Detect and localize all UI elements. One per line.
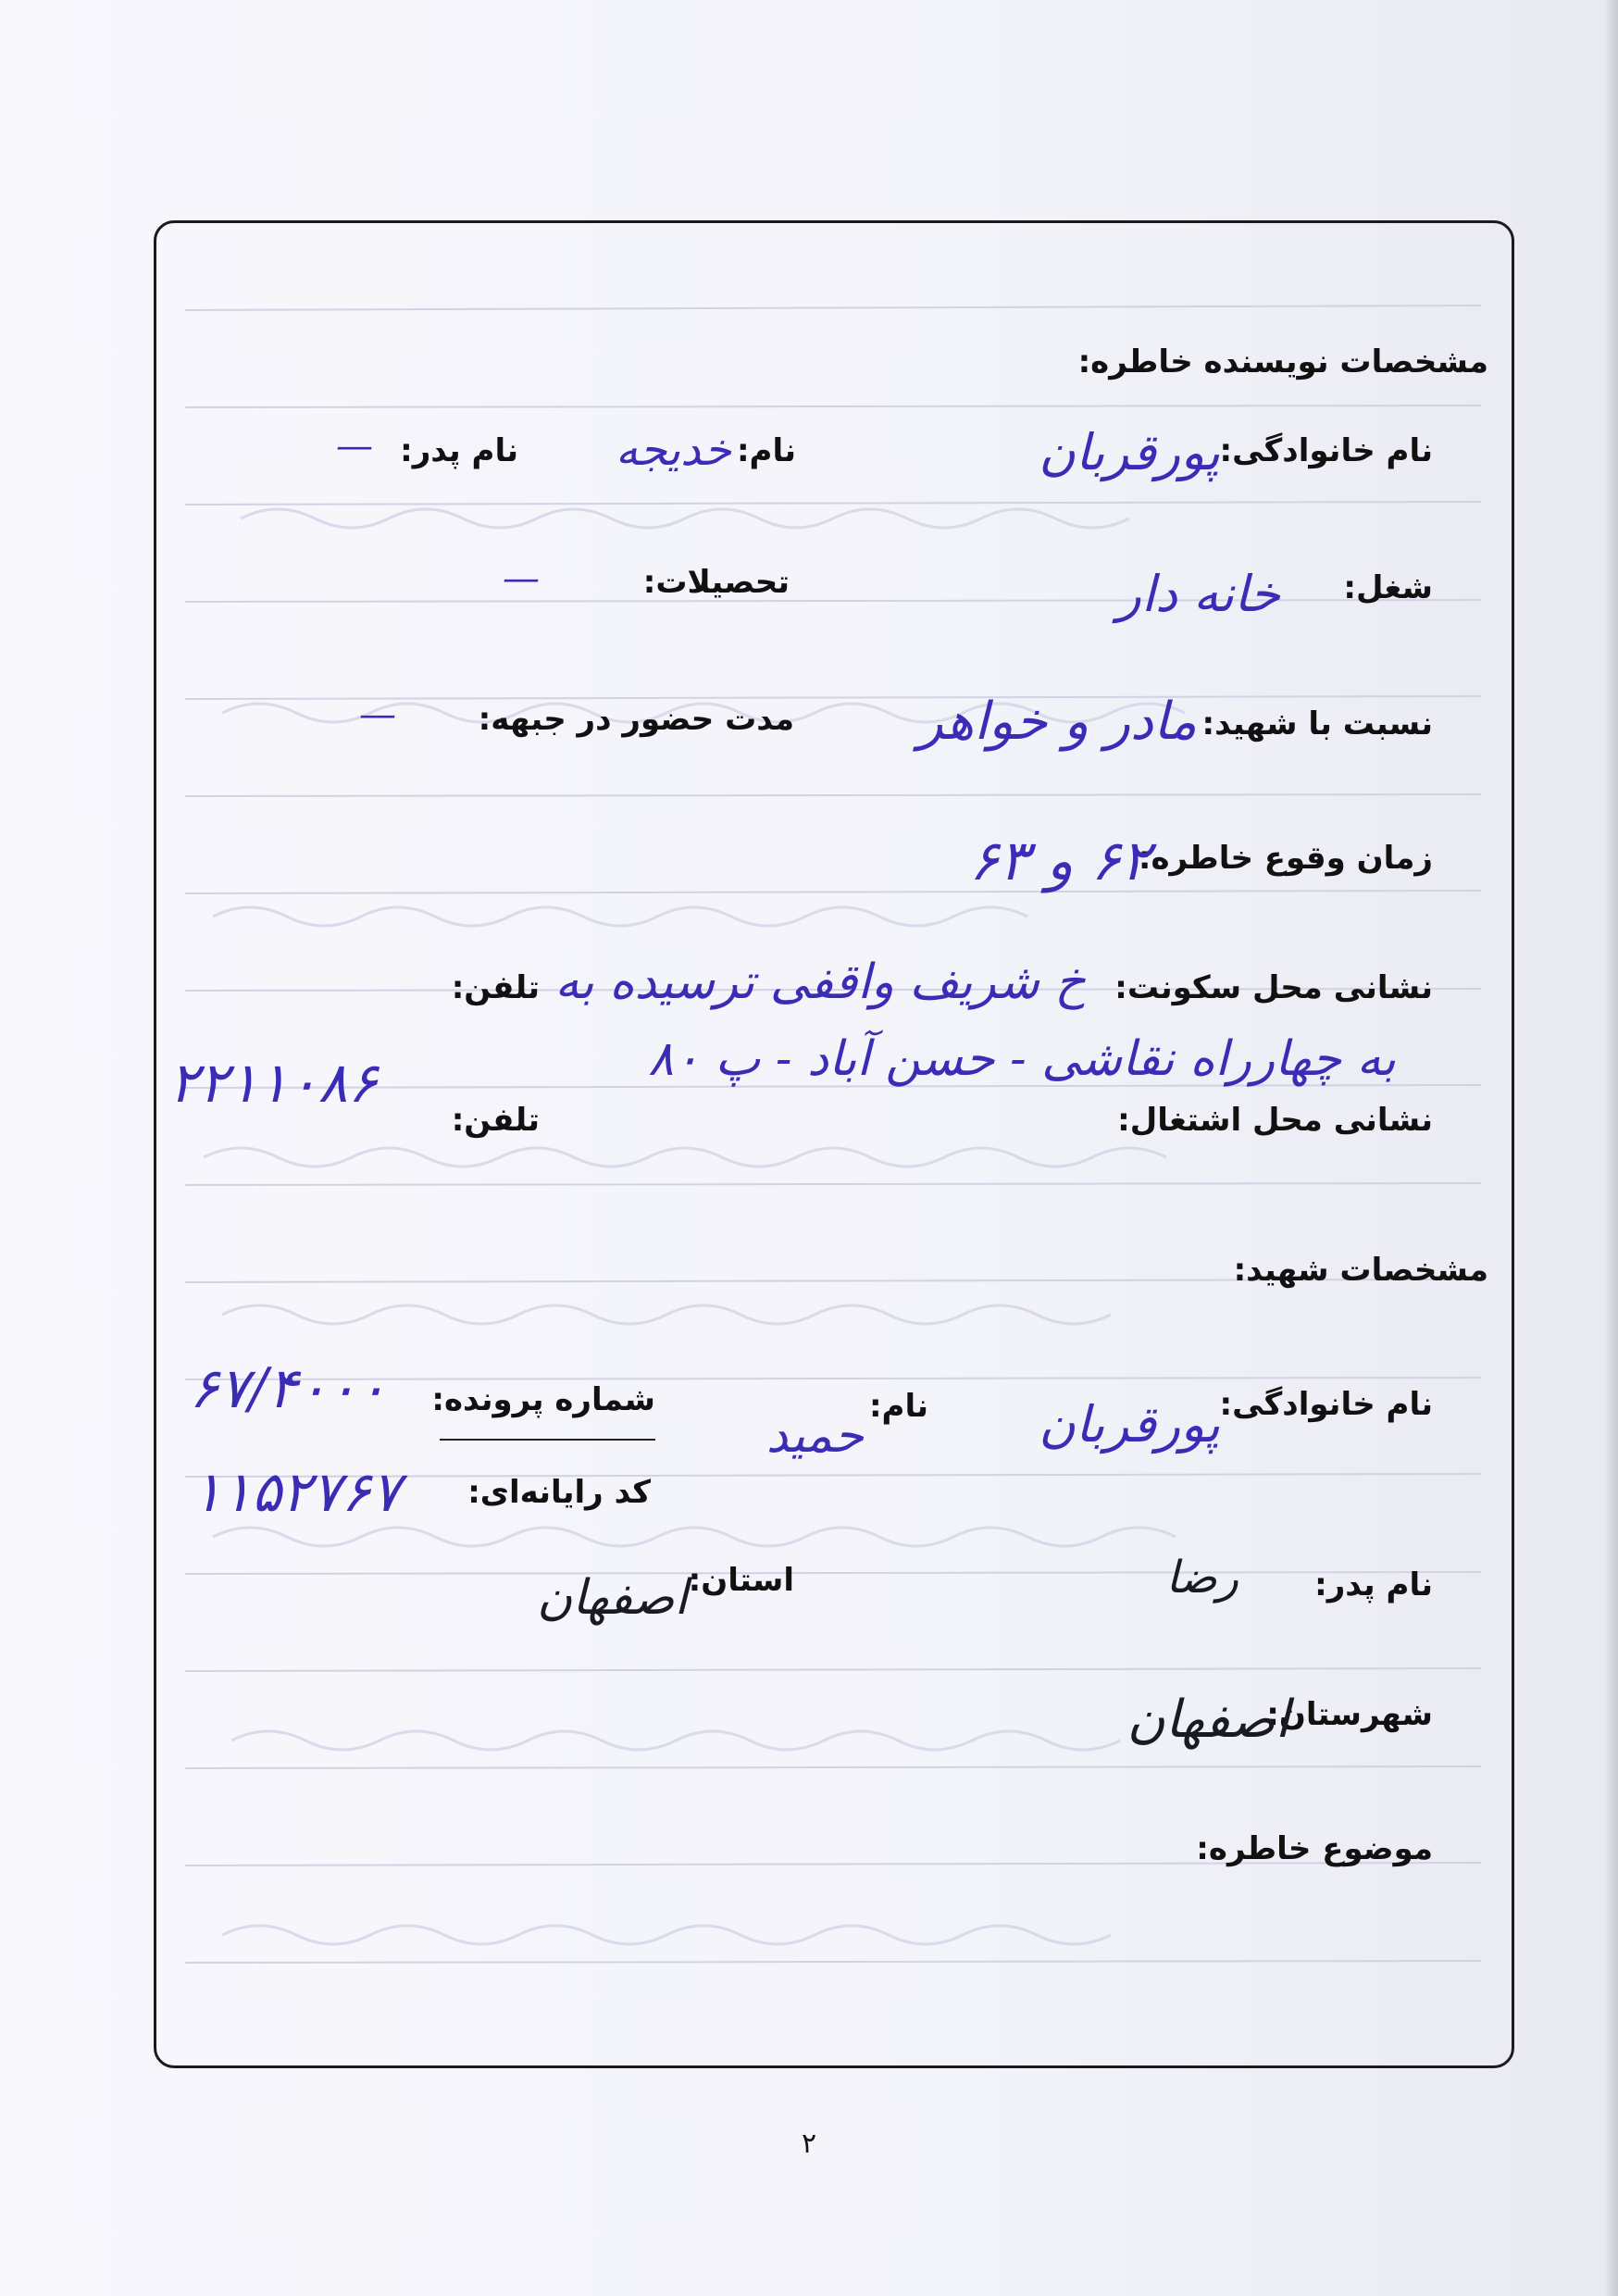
writer-job-value: خانه دار	[1116, 565, 1280, 623]
writer-father-name-label: نام پدر:	[400, 432, 518, 469]
martyr-file-number-value: ۶۷/۴۰۰۰	[189, 1356, 387, 1421]
writer-name-value: خدیجه	[616, 424, 731, 476]
martyr-file-number-label: شماره پرونده:	[431, 1381, 655, 1418]
writer-home-address-line1: خ شریف واقفی ترسیده به	[554, 955, 1086, 1010]
writer-memory-time-label: زمان وقوع خاطره:	[1138, 840, 1433, 877]
martyr-father-name-value: رضا	[1165, 1552, 1238, 1603]
martyr-province-label: استان:	[688, 1562, 794, 1599]
martyr-family-name-value: پورقربان	[1039, 1395, 1220, 1454]
writer-education-label: تحصیلات:	[642, 564, 790, 601]
writer-name-label: نام:	[736, 432, 796, 469]
form-frame	[154, 220, 1514, 2068]
writer-section-heading: مشخصات نویسنده خاطره:	[1077, 343, 1488, 381]
martyr-topic-label: موضوع خاطره:	[1196, 1830, 1433, 1867]
writer-education-value: —	[503, 557, 540, 600]
writer-memory-time-value: ۶۲ و ۶۳	[968, 829, 1151, 893]
martyr-father-name-label: نام پدر:	[1314, 1566, 1433, 1603]
martyr-name-value: حمید	[765, 1408, 864, 1464]
writer-family-name-label: نام خانوادگی:	[1219, 432, 1433, 469]
writer-job-label: شغل:	[1343, 569, 1433, 606]
paper-edge	[1605, 0, 1618, 2296]
writer-home-address-label: نشانی محل سکونت:	[1114, 969, 1433, 1006]
martyr-family-name-label: نام خانوادگی:	[1219, 1386, 1433, 1423]
writer-work-phone-label: تلفن:	[451, 1102, 540, 1139]
martyr-computer-code-value: ۱۱۵۲۷۶۷	[192, 1460, 401, 1525]
writer-relation-label: نسبت با شهید:	[1201, 705, 1433, 742]
writer-home-phone-value: ۲۲۱۱۰۸۶	[168, 1051, 378, 1116]
martyr-province-value: اصفهان	[537, 1570, 688, 1626]
writer-home-phone-label: تلفن:	[451, 969, 540, 1006]
martyr-name-label: نام:	[868, 1388, 928, 1425]
martyr-city-value: اصفهان	[1126, 1690, 1289, 1750]
page-number: ۲	[801, 2128, 817, 2160]
writer-front-duration-value: —	[359, 693, 396, 736]
writer-relation-value: مادر و خواهر	[917, 692, 1197, 752]
file-number-underline	[440, 1439, 655, 1441]
martyr-city-label: شهرستان:	[1266, 1696, 1433, 1733]
writer-family-name-value: پورقربان	[1039, 423, 1220, 481]
martyr-section-heading: مشخصات شهید:	[1233, 1252, 1488, 1289]
martyr-computer-code-label: کد رایانه‌ای:	[467, 1474, 651, 1511]
writer-work-address-label: نشانی محل اشتغال:	[1117, 1102, 1433, 1139]
writer-father-name-value: —	[336, 425, 373, 468]
writer-front-duration-label: مدت حضور در جبهه:	[478, 701, 794, 738]
writer-home-address-line2: به چهارراه نقاشی - حسن آباد - پ ۸۰	[648, 1031, 1396, 1087]
